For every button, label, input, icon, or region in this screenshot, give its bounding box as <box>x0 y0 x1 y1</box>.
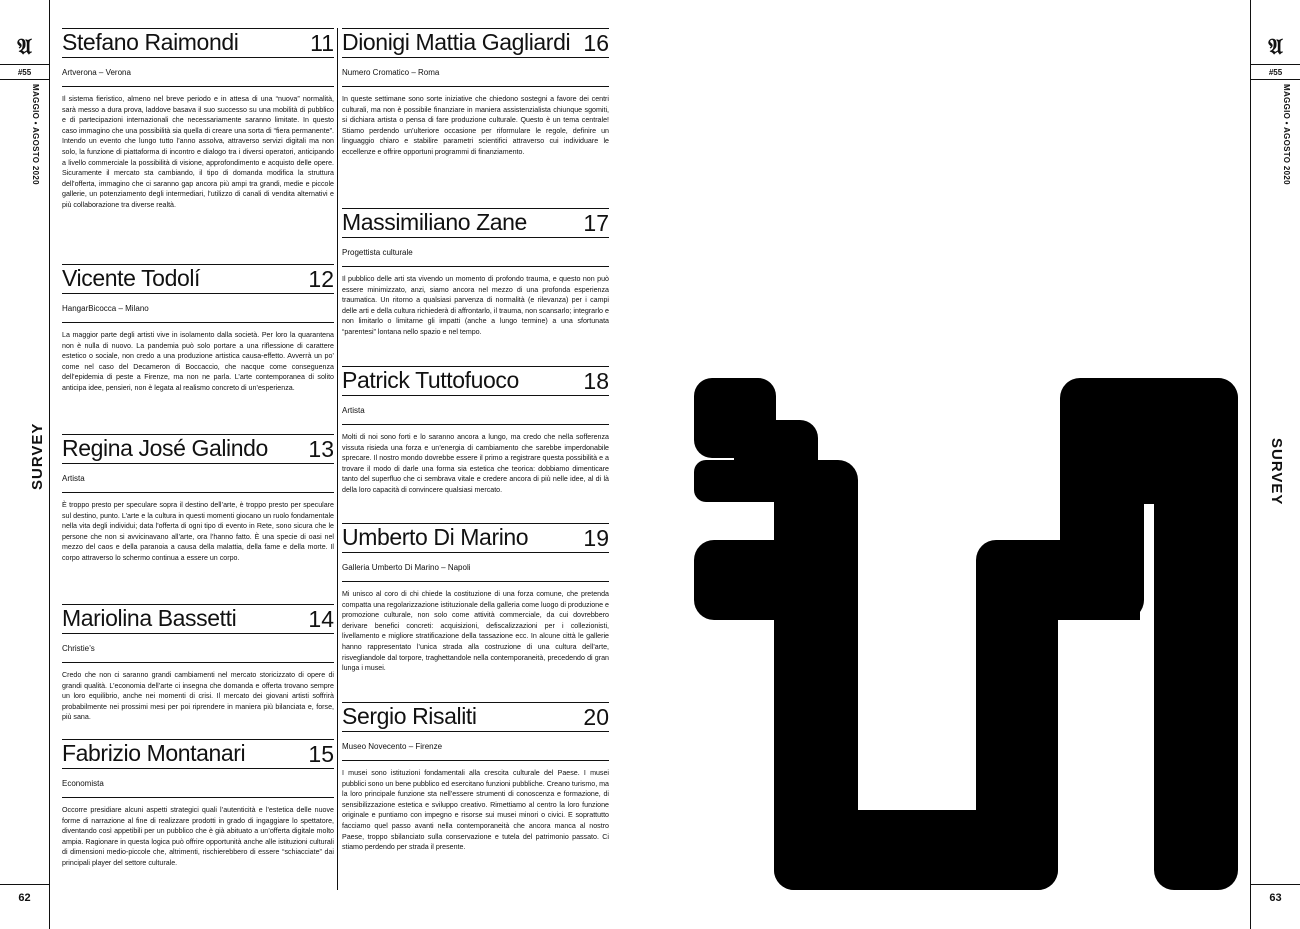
entry-header <box>342 28 609 58</box>
survey-entry <box>62 604 334 739</box>
entry-header <box>62 739 334 769</box>
page-number: 62 <box>0 884 49 929</box>
logo-mark-icon <box>690 376 1238 890</box>
issue-number: #55 <box>1251 64 1300 80</box>
entry-number: 18 <box>583 368 609 394</box>
person-name: Fabrizio Montanari <box>62 740 246 766</box>
survey-column-left <box>62 28 334 869</box>
entry-header <box>342 523 609 553</box>
section-title: SURVEY <box>1268 438 1285 506</box>
survey-entry <box>342 702 609 853</box>
issue-number: #55 <box>0 64 49 80</box>
entry-header <box>62 28 334 58</box>
entry-number: 14 <box>308 606 334 632</box>
person-name: Vicente Todolí <box>62 265 201 291</box>
survey-column-right <box>342 28 609 853</box>
entry-number: 12 <box>308 266 334 292</box>
entry-header <box>342 702 609 732</box>
person-role: Artista <box>342 396 609 425</box>
person-role: Christie’s <box>62 634 334 663</box>
entry-number: 16 <box>583 30 609 56</box>
person-name: Umberto Di Marino <box>342 524 529 550</box>
section-title: SURVEY <box>29 422 46 490</box>
right-margin-rail <box>1250 0 1300 929</box>
entry-number: 15 <box>308 741 334 767</box>
magazine-logo-icon: 𝔄 <box>17 34 32 60</box>
survey-entry <box>342 366 609 523</box>
entry-number: 20 <box>583 704 609 730</box>
entry-text: Credo che non ci saranno grandi cambiamenti nel mercato storicizzato di opere di grandi qualità. L’economia dell’arte ci insegna che domanda e offerta trovano sempre un loro equilibrio, anche nei momenti di crisi. Il mercato dei giovani artisti soffrirà probabilmente nei prossimi mesi per poi riprendere in maniera più bilanciata e, forse, più sana. <box>62 671 334 722</box>
entry-text: Molti di noi sono forti e lo saranno ancora a lungo, ma credo che nella sofferenza vissuta risieda una forza e un’energia di cambiamento che sarebbe imperdonabile sprecare. Il nostro mondo dovrebbe essere il primo a registrare questa possibilità e a trovare il modo di darle una forma sia estetica che teorica: dobbiamo dimenticare tanto del superfluo che ci sembrava vitale e credere ancora di più nelle idee, al di là della loro capacità di convincere qualsiasi mercato. <box>342 433 609 494</box>
person-role: Progettista culturale <box>342 238 609 267</box>
entry-header <box>342 366 609 396</box>
person-name: Dionigi Mattia Gagliardi <box>342 29 571 55</box>
person-role: Artista <box>62 464 334 493</box>
issue-date: MAGGIO • AGOSTO 2020 <box>1282 84 1291 185</box>
entry-text: In queste settimane sono sorte iniziative che chiedono sostegni a favore dei centri culturali, ma non è possibile finanziare in maniera assistenzialista chiunque sgomiti, si dichiara artista o pensa di fare produzione culturale. Questo è un tema centrale! Stiamo perdendo un’ulteriore occasione per riformulare le regole, definire un linguaggio chiaro e stabilire parametri scientifici attraverso cui individuare le eccellenze e offrire opportuni programmi di finanziamento. <box>342 95 609 156</box>
survey-entry <box>62 264 334 434</box>
person-name: Stefano Raimondi <box>62 29 239 55</box>
issue-date: MAGGIO • AGOSTO 2020 <box>31 84 40 185</box>
entry-header <box>62 434 334 464</box>
entry-text: La maggior parte degli artisti vive in isolamento dalla società. Per loro la quarantena non è nulla di nuovo. La pandemia può solo portare a una riflessione di carattere estetico o sociale, non credo a una produzione artistica causa-effetto. Avverrà un po’ come nel caso del Decameron di Boccaccio, che nacque come conseguenza dell’epidemia di peste a Firenze, ma non ne parla. L’arte contemporanea di solito anticipa idee, pensieri, non è legata al realismo concreto di un’esperienza. <box>62 331 334 392</box>
person-role: HangarBicocca – Milano <box>62 294 334 323</box>
person-name: Patrick Tuttofuoco <box>342 367 519 393</box>
entry-text: Il pubblico delle arti sta vivendo un momento di profondo trauma, e questo non può essere minimizzato, anzi, siamo ancora nel mezzo di una profonda esperienza traumatica. Un ritorno a qualsiasi parvenza di normalità (e rilevanza) per i campi delle arti e della cultura richiederà di affrontarlo, il trauma, non scansarlo; integrarlo e non limitarlo o limitarne gli impatti (anche a lungo termine) a una sfortunata “parentesi” lontana nello spazio e nel tempo. <box>342 275 609 336</box>
entry-number: 19 <box>583 525 609 551</box>
entry-number: 13 <box>308 436 334 462</box>
survey-entry <box>342 28 609 208</box>
person-name: Massimiliano Zane <box>342 209 527 235</box>
person-role: Artverona – Verona <box>62 58 334 87</box>
entry-text: Occorre presidiare alcuni aspetti strategici quali l’autenticità e l’estetica delle nuove forme di narrazione al fine di realizzare prodotti in grado di ingaggiare lo spettatore, diventando così appetibili per un pubblico che è già abituato a un’offerta digitale molto ampia. Ragionare in questa logica può offrire opportunità anche alle istituzioni culturali di dimensioni medio-piccole che, altrimenti, rischierebbero di essere “schiacciate” dai principali player del settore culturale. <box>62 806 334 867</box>
entry-number: 17 <box>583 210 609 236</box>
page-number: 63 <box>1251 884 1300 929</box>
person-role: Museo Novecento – Firenze <box>342 732 609 761</box>
left-margin-rail <box>0 0 50 929</box>
entry-text: Il sistema fieristico, almeno nel breve periodo e in attesa di una “nuova” normalità, sarà messo a dura prova, laddove basava il suo successo su una mobilità di pubblico e di partecipazioni internazionali che necessariamente saranno limitate. In questo caso immagino che una possibilità sia quella di creare una sorta di “fiera permanente”. Intendo un evento che lungo tutto l’anno assolva, attraverso servizi digitali ma non solo, la funzione di piattaforma di incontro e dialogo tra i diversi operatori, anticipando a livello commerciale la possibilità di visione, approfondimento e acquisto delle opere. Sicuramente il mercato sta cambiando, il tipo di domanda modifica la struttura dell’offerta, immagino che ci saranno gap ancora più ampi tra grandi, medie e piccole gallerie, un potenziamento degli intermediari, l’utilizzo di canali di vendita alternativi e più collaborazione tra diverse realtà. <box>62 95 334 209</box>
magazine-logo-icon: 𝔄 <box>1268 34 1283 60</box>
entry-number: 11 <box>310 30 334 56</box>
person-name: Regina José Galindo <box>62 435 268 461</box>
survey-entry <box>62 28 334 264</box>
entry-header <box>62 604 334 634</box>
entry-text: Mi unisco al coro di chi chiede la costituzione di una forza comune, che pretenda compatta una regolarizzazione istituzionale della galleria come luogo di produzione e promozione culturale, non solo come attività commerciale, da cui dovrebbero derivare benefici concreti: acquisizioni, defiscalizzazioni per i collezionisti, livellamento e migliore stratificazione della tassazione ecc. In alcune città le gallerie hanno rappresentato l’unica strada alla costruzione di una cultura dell’arte, risvegliandole dal torpore, traghettandole nella contemporaneità, precedendo di gran lunga i musei. <box>342 590 609 673</box>
entry-text: È troppo presto per speculare sopra il destino dell’arte, è troppo presto per speculare sul destino, punto. L’arte e la cultura in questi momenti giocano un ruolo fondamentale nella vita degli individui; data l’offerta di ogni tipo di evento in Rete, sono sicura che le persone che non si avvicinavano all’arte, ora l’hanno fatto. È una specie di oasi nel mezzo del caos e della paranoia a causa della malattia, della fame e della morte. Il corpo attraverso lo schermo continua a essere un corpo. <box>62 501 334 562</box>
person-role: Numero Cromatico – Roma <box>342 58 609 87</box>
person-role: Economista <box>62 769 334 798</box>
person-name: Mariolina Bassetti <box>62 605 237 631</box>
column-divider <box>337 28 338 890</box>
person-role: Galleria Umberto Di Marino – Napoli <box>342 553 609 582</box>
entry-header <box>62 264 334 294</box>
entry-header <box>342 208 609 238</box>
survey-entry <box>342 523 609 702</box>
survey-entry <box>62 739 334 869</box>
person-name: Sergio Risaliti <box>342 703 477 729</box>
survey-entry <box>342 208 609 366</box>
entry-text: I musei sono istituzioni fondamentali alla crescita culturale del Paese. I musei pubblici sono un bene pubblico ed esercitano funzioni pubbliche. Creano turismo, ma la loro principale funzione sta nell’essere strumenti di conoscenza e formazione, di sensibilizzazione estetica e sviluppo creativo. Rimettiamo al centro la loro funzione originale e puntiamo con impegno e risorse sui musei minori o civici. E soprattutto facciamo quel passo avanti nella contemporaneità che ancora manca al nostro Paese, troppo sbilanciato sulla conservazione e tutela del patrimonio passato. Ci stiamo perdendo per strada il presente. <box>342 769 609 852</box>
survey-entry <box>62 434 334 604</box>
